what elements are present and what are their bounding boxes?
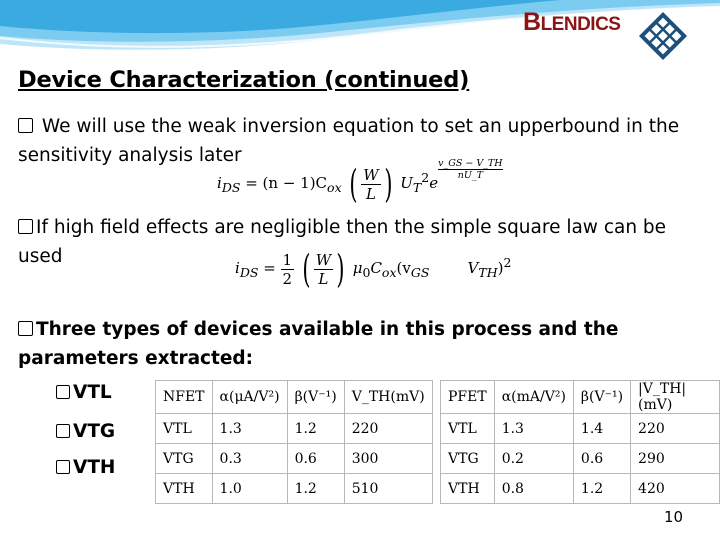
table-cell: 220 xyxy=(344,414,432,444)
weak-inversion-equation: $i_{DS} = (n - 1)C_{ox}$ ( $\frac{W}{L}$ ) $U_T^2e$ $^{\frac{v\_GS - V\_TH}{nU\_T}}$ xyxy=(217,158,503,206)
table-cell: 1.2 xyxy=(287,414,344,444)
table-cell: 1.4 xyxy=(573,414,630,444)
device-item-vtg: VTG xyxy=(56,421,115,442)
table-row xyxy=(156,414,433,444)
device-item-vtl: VTL xyxy=(56,382,112,403)
checkbox-bullet-icon xyxy=(56,460,70,474)
table-cell: VTG xyxy=(156,444,213,474)
table-cell: 1.2 xyxy=(573,474,630,504)
table-header-row xyxy=(441,381,720,414)
square-law-equation: $i_{DS}$ = $\frac{1}{2}$ ( $\frac{W}{L}$ ) $\mu_0C_{ox}(v_{GS}$ $V_{TH})^2$ xyxy=(235,247,512,291)
table-cell: VTG xyxy=(441,444,495,474)
page-number: 10 xyxy=(664,508,684,526)
table-cell: 290 xyxy=(631,444,720,474)
bullet-device-types xyxy=(18,315,708,373)
table-row xyxy=(441,444,720,474)
table-cell: VTL xyxy=(156,414,213,444)
diamond-grid-logo-icon xyxy=(636,9,690,63)
table-header-cell: V_TH(mV) xyxy=(344,381,432,414)
checkbox-bullet-icon xyxy=(18,321,33,336)
device-item-vth: VTH xyxy=(56,457,115,478)
table-cell: 0.6 xyxy=(573,444,630,474)
checkbox-bullet-icon xyxy=(18,219,33,234)
brand-logo-text: BLENDICS xyxy=(523,8,621,36)
table-cell: 0.6 xyxy=(287,444,344,474)
bullet-text: If high field effects are negligible then the simple square law can be used xyxy=(18,217,667,267)
table-cell: 0.8 xyxy=(494,474,573,504)
table-cell: 300 xyxy=(344,444,432,474)
table-cell: 0.3 xyxy=(212,444,287,474)
table-cell: 420 xyxy=(631,474,720,504)
table-cell: 220 xyxy=(631,414,720,444)
table-cell: 0.2 xyxy=(494,444,573,474)
table-row xyxy=(156,474,433,504)
table-row xyxy=(441,474,720,504)
table-cell: 1.0 xyxy=(212,474,287,504)
checkbox-bullet-icon xyxy=(56,424,70,438)
slide-title: Device Characterization (continued) xyxy=(18,67,470,93)
bullet-text: Three types of devices available in this process and the parameters extracted: xyxy=(18,319,619,369)
table-cell: VTH xyxy=(156,474,213,504)
table-header-row xyxy=(156,381,433,414)
table-header-cell: NFET xyxy=(156,381,213,414)
table-header-cell: |V_TH|(mV) xyxy=(631,381,720,414)
table-cell: VTH xyxy=(441,474,495,504)
table-header-cell: β(V⁻¹) xyxy=(287,381,344,414)
table-row xyxy=(156,444,433,474)
table-cell: 1.2 xyxy=(287,474,344,504)
pfet-parameter-table xyxy=(440,380,720,504)
table-cell: 1.3 xyxy=(212,414,287,444)
table-cell: 510 xyxy=(344,474,432,504)
checkbox-bullet-icon xyxy=(56,385,70,399)
table-cell: VTL xyxy=(441,414,495,444)
table-header-cell: PFET xyxy=(441,381,495,414)
table-header-cell: α(μA/V²) xyxy=(212,381,287,414)
table-header-cell: α(mA/V²) xyxy=(494,381,573,414)
table-row xyxy=(441,414,720,444)
table-cell: 1.3 xyxy=(494,414,573,444)
bullet-text: We will use the weak inversion equation to set an upperbound in the sensitivity analysis later xyxy=(18,116,680,166)
checkbox-bullet-icon xyxy=(18,118,33,133)
table-header-cell: β(V⁻¹) xyxy=(573,381,630,414)
nfet-parameter-table xyxy=(155,380,433,504)
